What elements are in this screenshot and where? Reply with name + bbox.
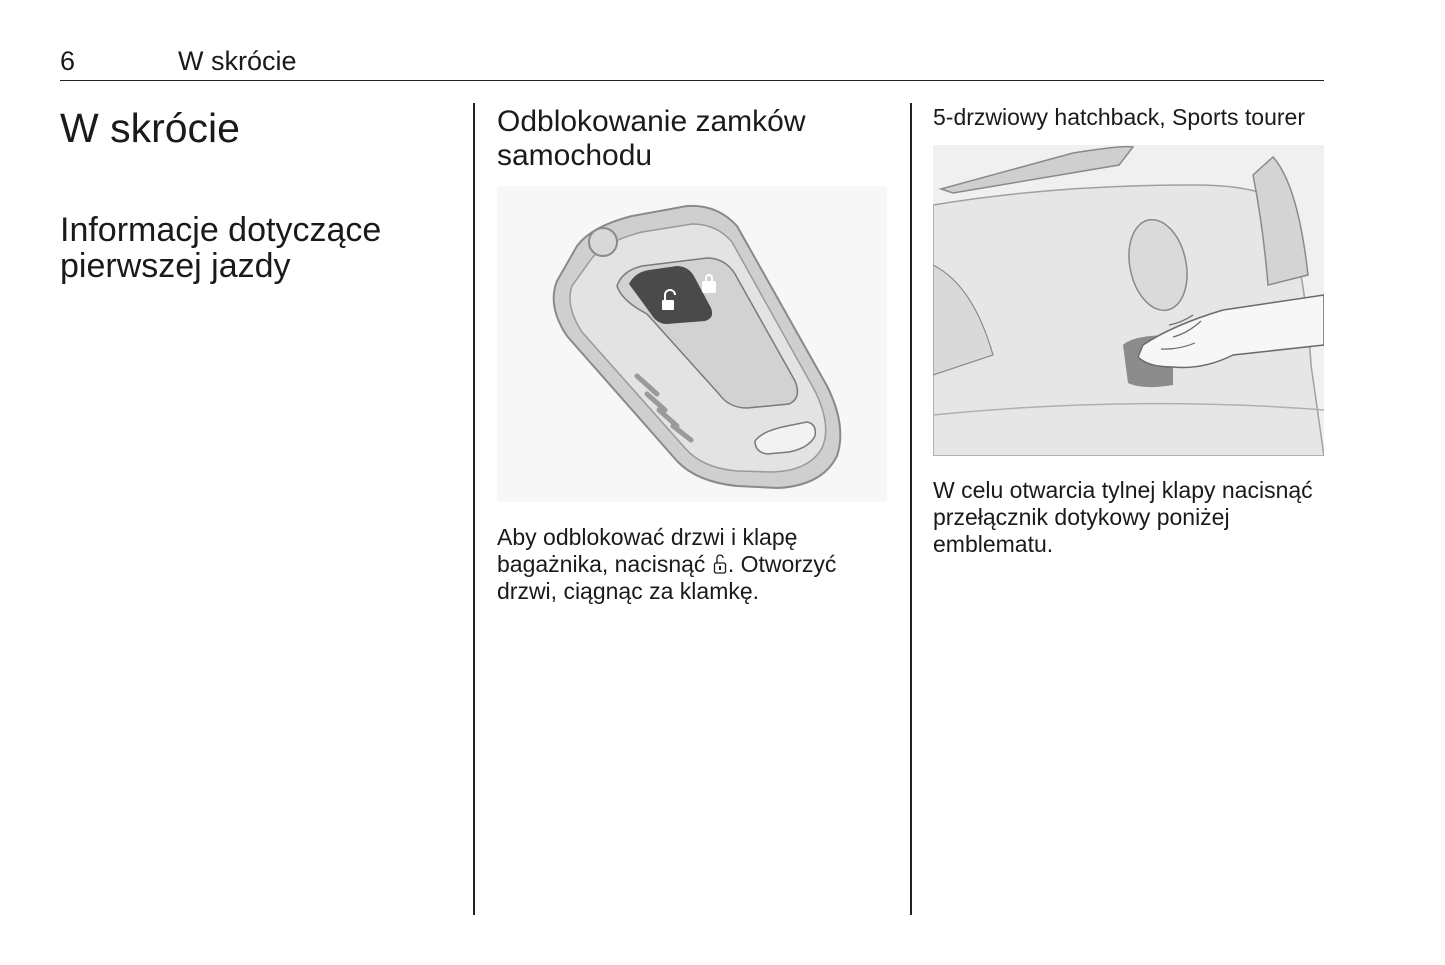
unlock-instructions	[497, 524, 897, 605]
section-subtitle: Informacje dotyczące pierwszej jazdy	[60, 211, 382, 285]
car-key-fob-illustration	[497, 186, 887, 502]
unlock-text-start: Aby odblokować drzwi i klapę bagażnika, nacisnąć	[497, 524, 798, 577]
column-divider-right	[910, 103, 912, 915]
page-number: 6	[60, 46, 76, 76]
tailgate-instructions: W celu otwarcia tylnej klapy nacisnąć przełącznik dotykowy poniżej emblematu.	[933, 477, 1313, 557]
unlock-heading: Odblokowanie zamków samochodu	[497, 105, 806, 172]
tailgate-switch-illustration	[933, 145, 1324, 456]
running-title: W skrócie	[178, 46, 297, 76]
column-divider-left	[473, 103, 475, 915]
section-title: W skrócie	[60, 105, 240, 151]
unlock-text-end: . Otworzyć drzwi, ciągnąc za klamkę.	[497, 551, 837, 604]
figure-caption: 5-drzwiowy hatchback, Sports tourer	[933, 104, 1305, 130]
page-header	[60, 46, 1324, 81]
unlock-icon	[713, 553, 727, 575]
